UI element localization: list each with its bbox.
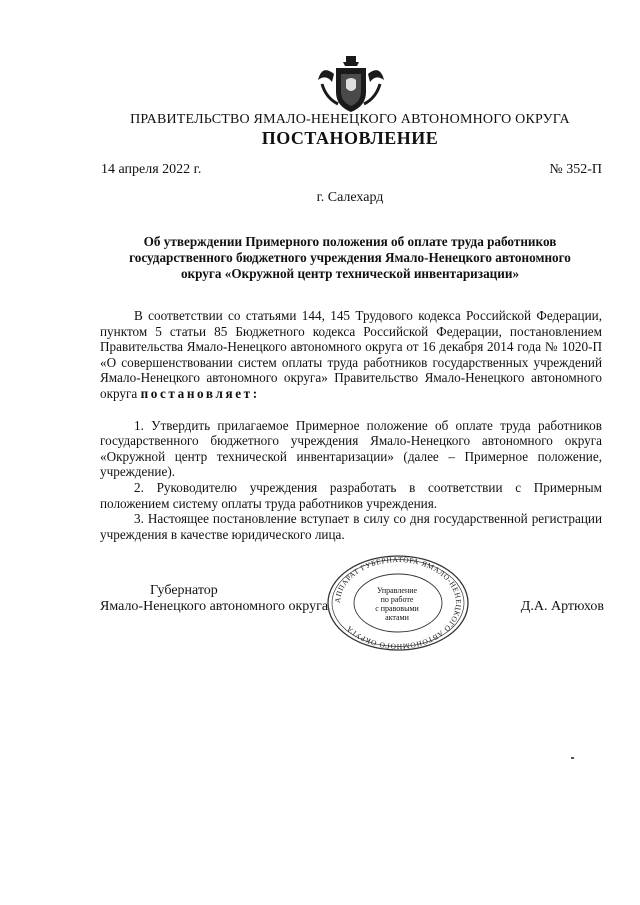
resolves-word: постановляет:	[140, 385, 260, 401]
document-date: 14 апреля 2022 г.	[101, 162, 202, 177]
signatory-name: Д.А. Артюхов	[520, 599, 604, 614]
stamp-center-text	[348, 586, 446, 622]
stamp-line: по работе	[380, 595, 414, 604]
signatory-position: Губернатор	[150, 583, 218, 598]
paragraph-gap	[100, 402, 602, 418]
document-type: ПОСТАНОВЛЕНИЕ	[261, 128, 439, 148]
stamp-line: Управление	[376, 586, 418, 595]
document-body	[100, 308, 602, 542]
government-name: ПРАВИТЕЛЬСТВО ЯМАЛО-НЕНЕЦКОГО АВТОНОМНОГО ОКРУГА	[130, 112, 570, 127]
preamble-text: В соответствии со статьями 144, 145 Трудового кодекса Российской Федерации, пунктом 5 статьи 85 Бюджетного кодекса Российской Федерации, постановлением Правительства Ямало-Ненецкого автономного округа от 16 декабря 2014 года № 1020-П «О совершенствовании систем оплаты труда работников государственных учреждений Ямало-Ненецкого автономного округа» Правительство Ямало-Ненецкого автономного округа	[100, 308, 602, 401]
document-city: г. Салехард	[316, 190, 384, 205]
scan-speck	[571, 757, 574, 759]
document-title	[100, 234, 600, 282]
title-line: государственного бюджетного учреждения Ямало-Ненецкого автономного	[129, 250, 571, 265]
stamp-line: с правовыми	[375, 604, 419, 613]
item-paragraph: 3. Настоящее постановление вступает в силу со дня государственной регистрации учреждения в качестве юридического лица.	[100, 511, 602, 542]
preamble-paragraph	[100, 308, 602, 402]
coat-of-arms-icon	[316, 54, 386, 116]
document-number: № 352-П	[549, 162, 602, 177]
stamp-ring-text: АППАРАТ ГУБЕРНАТОРА ЯМАЛО-НЕНЕЦКОГО АВТОНОМНОГО ОКРУГА	[332, 554, 464, 652]
stamp-line: актами	[385, 613, 409, 622]
title-line: Об утверждении Примерного положения об оплате труда работников	[143, 234, 557, 249]
signatory-region: Ямало-Ненецкого автономного округа	[100, 599, 329, 614]
item-paragraph: 2. Руководителю учреждения разработать в соответствии с Примерным положением систему оплаты труда работников учреждения.	[100, 479, 602, 511]
item-paragraph: 1. Утвердить прилагаемое Примерное положение об оплате труда работников государственного бюджетного учреждения Ямало-Ненецкого автономного округа «Окружной центр технической инвентаризации» (далее – Примерное положение, учреждение).	[100, 417, 602, 480]
title-line: округа «Окружной центр технической инвентаризации»	[180, 266, 520, 281]
